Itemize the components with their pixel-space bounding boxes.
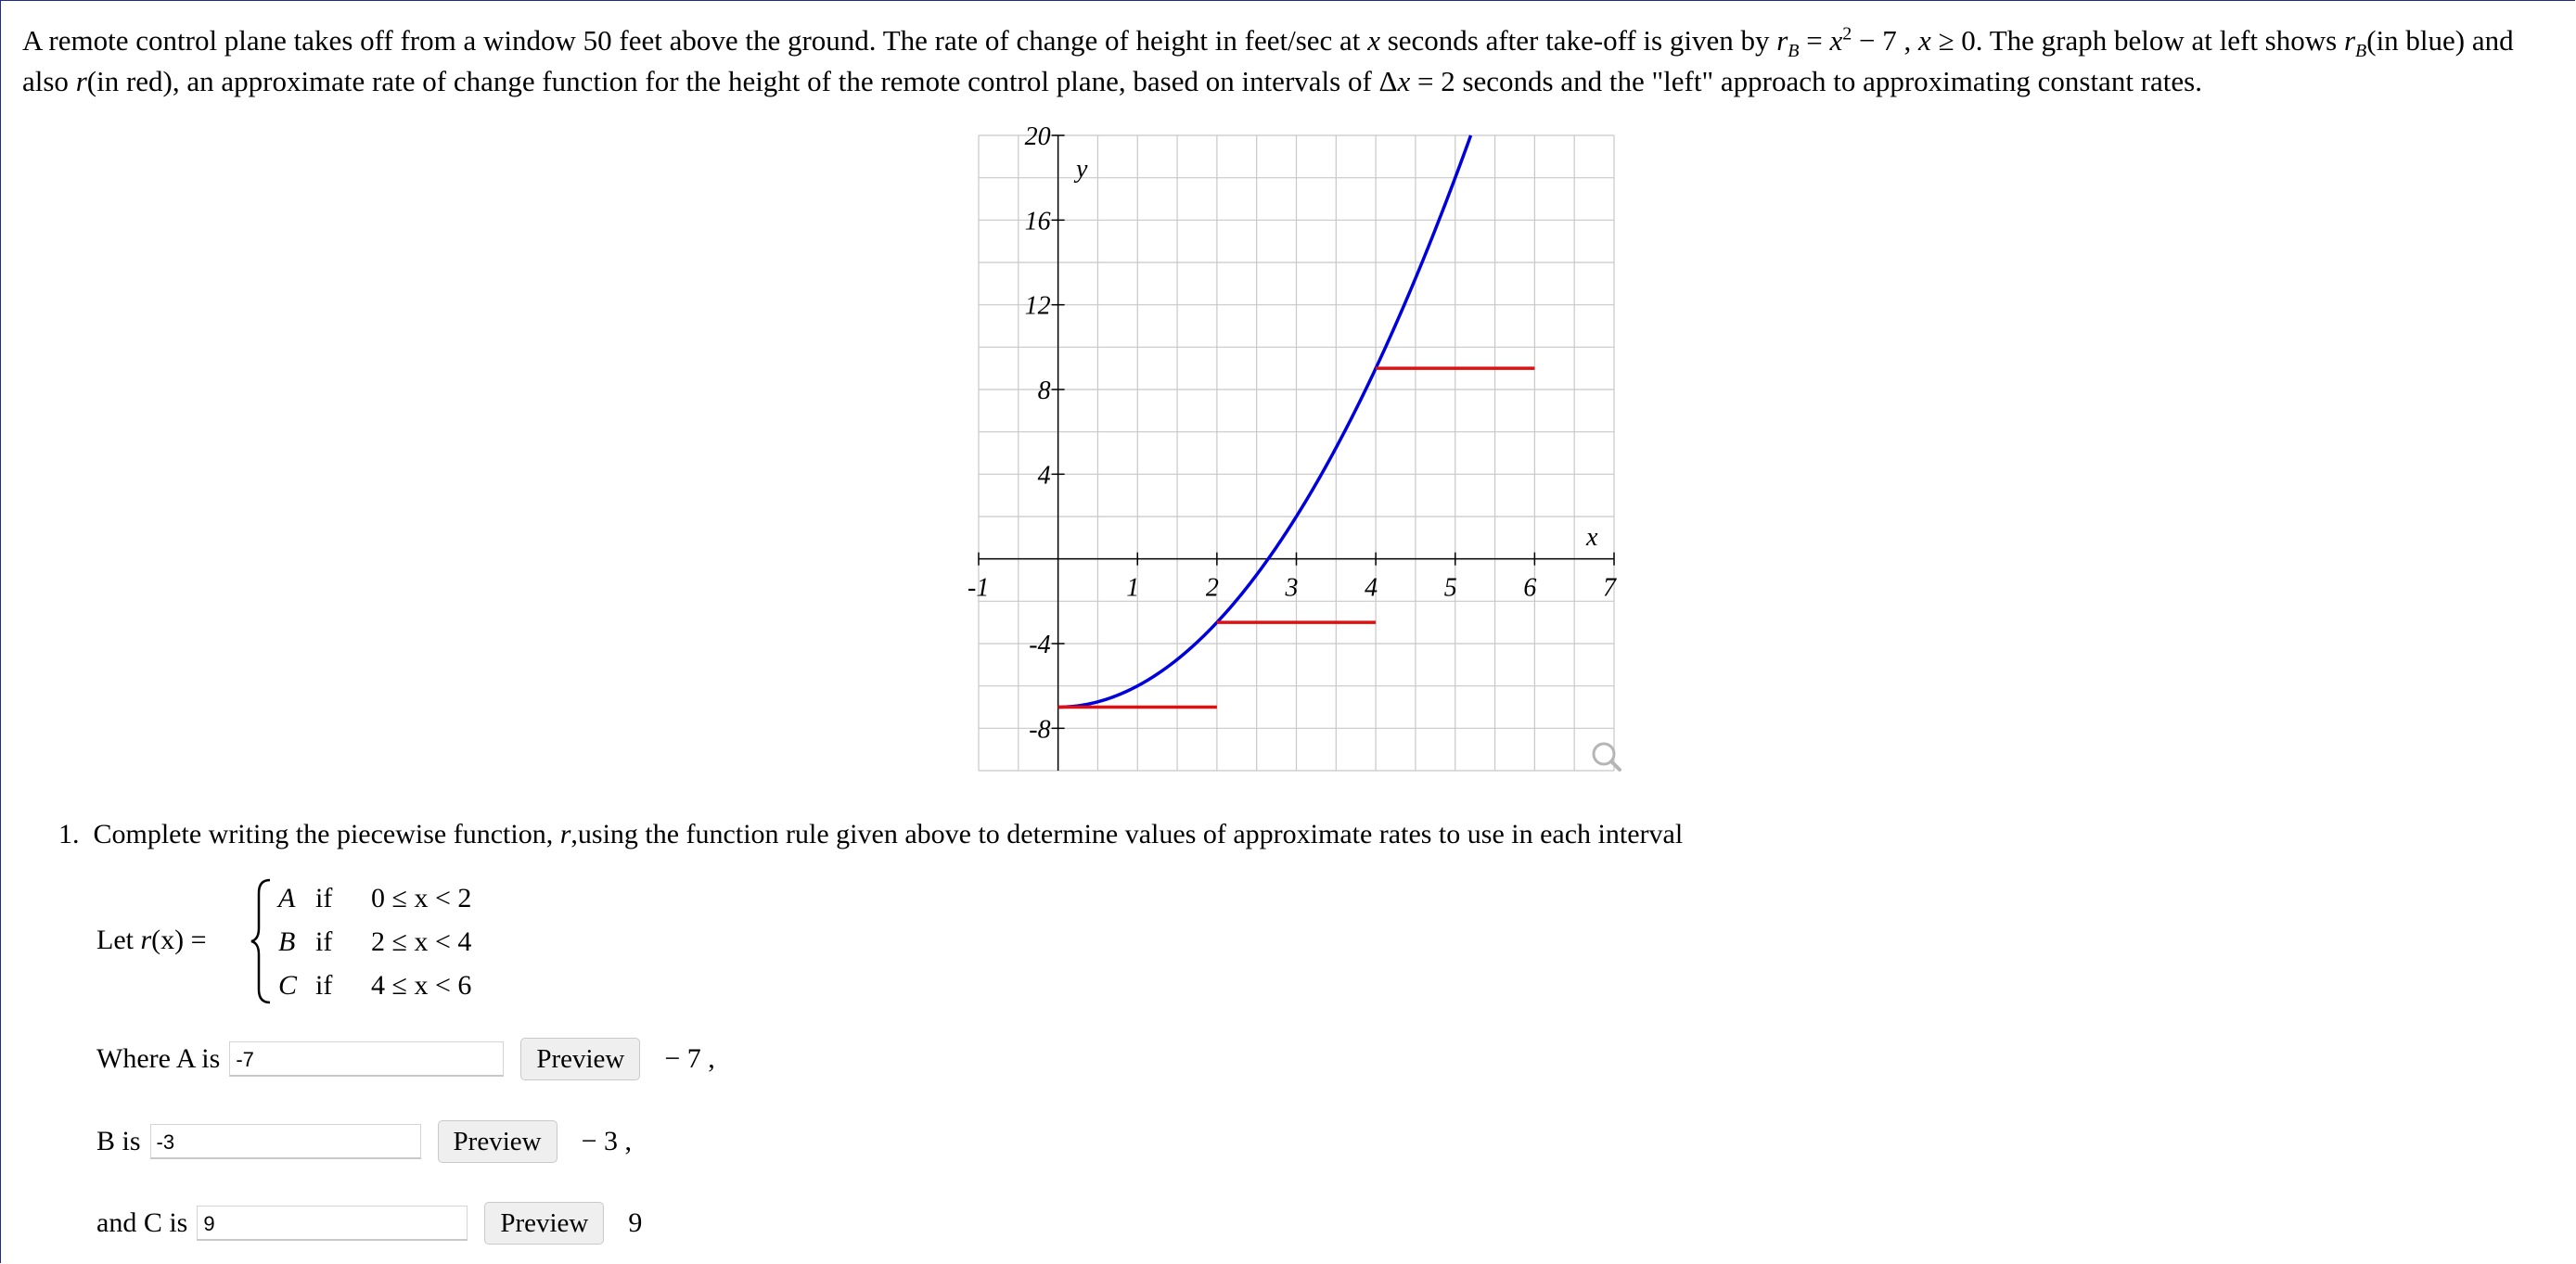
y-tick-label: 4 <box>1037 461 1051 491</box>
piecewise-case-b: B if 2 ≤ x < 4 <box>278 926 472 957</box>
answer-input-c[interactable]: 9 <box>197 1206 468 1241</box>
answer-input-a[interactable]: -7 <box>229 1041 504 1077</box>
piecewise-cases <box>278 876 471 1007</box>
problem-statement: A remote control plane takes off from a window 50 feet above the ground. The rate of change of height in feet/sec at x seconds after take-off is given by $r_B = x^2 - 7$ , x ≥ 0. The graph below at left shows $r_B(in$ blue) and also r(in red), an approximate rate of change function for the height of the remote control plane, based on intervals of Δx = 2 seconds and the "left" approach to approximating constant rates. <box>22 23 2514 97</box>
answer-label-b: B is <box>96 1126 141 1156</box>
answer-preview-a: − 7 , <box>664 1043 715 1074</box>
left-brace <box>250 876 274 1006</box>
preview-button-c[interactable]: Preview <box>484 1202 604 1245</box>
y-tick-label: -4 <box>1029 631 1051 659</box>
answer-row-a <box>96 1037 715 1081</box>
preview-button-a[interactable]: Preview <box>520 1038 640 1080</box>
tick-labels <box>968 126 1617 744</box>
piecewise-case-a: A if 0 ≤ x < 2 <box>278 883 472 913</box>
answer-row-c <box>96 1201 642 1245</box>
answer-preview-b: − 3 , <box>581 1126 632 1156</box>
answer-label-c: and C is <box>96 1207 188 1238</box>
preview-button-b[interactable]: Preview <box>438 1120 557 1163</box>
x-axis-label: x <box>1586 523 1598 552</box>
answer-label-a: Where A is <box>96 1043 221 1074</box>
answer-preview-c: 9 <box>628 1207 643 1238</box>
piecewise-lhs: Let r(x) = <box>96 925 207 955</box>
y-tick-label: 8 <box>1037 377 1051 405</box>
y-tick-label: -8 <box>1029 715 1051 745</box>
answer-row-b <box>96 1119 632 1164</box>
x-tick-label: 2 <box>1205 573 1219 603</box>
question-1: 1. Complete writing the piecewise function, r,using the function rule given above to determine values of approximate rates to use in each interval <box>58 819 1684 849</box>
x-tick-label: -1 <box>968 573 990 603</box>
grid-lines <box>979 135 1614 771</box>
x-tick-label: 4 <box>1365 573 1378 603</box>
y-tick-label: 16 <box>1024 207 1051 236</box>
y-axis-label: y <box>1076 155 1088 184</box>
answer-input-b[interactable]: -3 <box>150 1124 421 1159</box>
x-tick-label: 1 <box>1126 573 1140 603</box>
rate-graph <box>965 126 1633 785</box>
y-tick-label: 20 <box>1024 126 1051 151</box>
x-tick-label: 3 <box>1285 573 1299 603</box>
x-tick-label: 6 <box>1523 573 1537 603</box>
magnifier-icon[interactable] <box>1594 744 1620 770</box>
piecewise-case-c: C if 4 ≤ x < 6 <box>278 970 472 1001</box>
x-tick-label: 5 <box>1443 573 1457 603</box>
y-tick-label: 12 <box>1024 291 1051 321</box>
x-tick-label: 7 <box>1603 573 1616 603</box>
